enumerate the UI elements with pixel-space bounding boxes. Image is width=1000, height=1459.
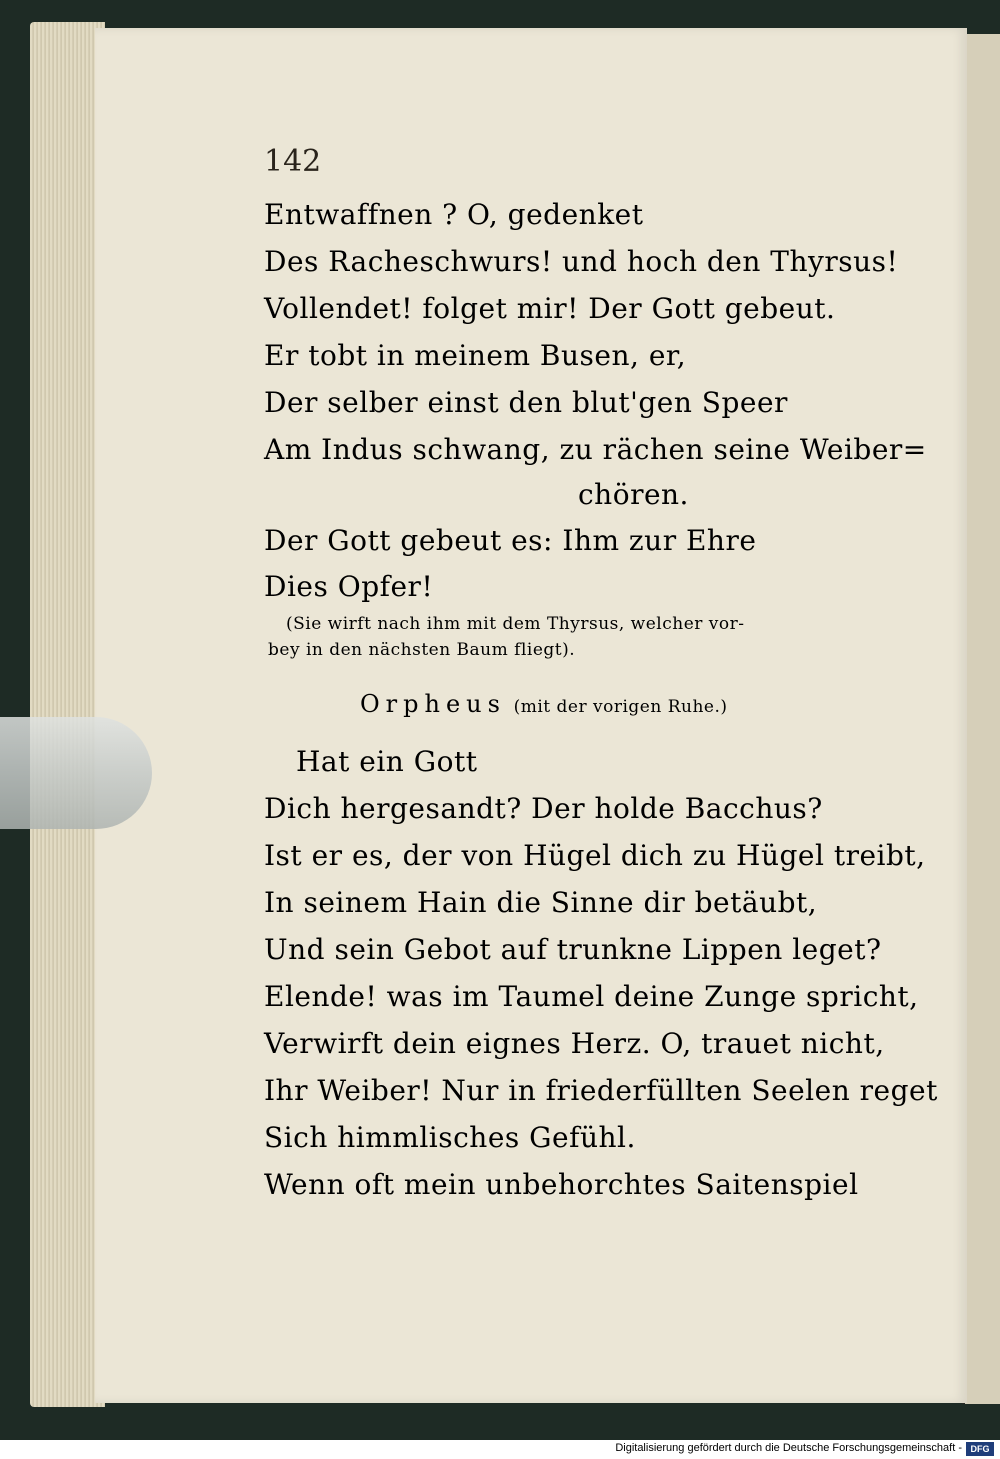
speech-line: Hat ein Gott: [296, 745, 478, 778]
page-edges: [30, 22, 105, 1407]
footer-credit: Digitalisierung gefördert durch die Deutsche Forschungsgemeinschaft -: [615, 1442, 962, 1454]
speaker-name: Orpheus: [360, 690, 506, 718]
speech-line: Und sein Gebot auf trunkne Lippen leget?: [264, 933, 882, 966]
verse-line: Der selber einst den blut'gen Speer: [264, 386, 788, 419]
verse-line: Vollendet! folget mir! Der Gott gebeut.: [264, 292, 836, 325]
stage-direction: bey in den nächsten Baum fliegt).: [268, 640, 576, 660]
footer-bar: [0, 1440, 1000, 1459]
page-clip: [0, 717, 152, 829]
verse-line: Dies Opfer!: [264, 570, 434, 603]
dfg-logo: DFG: [966, 1442, 994, 1456]
speech-line: Verwirft dein eignes Herz. O, trauet nicht,: [264, 1027, 885, 1060]
speech-line: Wenn oft mein unbehorchtes Saitenspiel: [264, 1168, 859, 1201]
verse-line: Er tobt in meinem Busen, er,: [264, 339, 687, 372]
speech-line: Ist er es, der von Hügel dich zu Hügel treibt,: [264, 839, 926, 872]
speech-line: Ihr Weiber! Nur in friederfüllten Seelen reget: [264, 1074, 938, 1107]
page-number: 142: [264, 144, 322, 179]
speech-line: Elende! was im Taumel deine Zunge spricht,: [264, 980, 919, 1013]
speaker-direction: (mit der vorigen Ruhe.): [513, 697, 728, 717]
speech-line: Sich himmlisches Gefühl.: [264, 1121, 636, 1154]
verse-line: Des Racheschwurs! und hoch den Thyrsus!: [264, 245, 899, 278]
verse-line: Der Gott gebeut es: Ihm zur Ehre: [264, 524, 757, 557]
stage-direction: (Sie wirft nach ihm mit dem Thyrsus, welcher vor-: [286, 614, 745, 634]
speech-line: In seinem Hain die Sinne dir betäubt,: [264, 886, 818, 919]
speech-line: Dich hergesandt? Der holde Bacchus?: [264, 792, 823, 825]
speaker-heading: [360, 690, 727, 718]
verse-line: Entwaffnen ? O, gedenket: [264, 198, 644, 231]
next-page-edge: [962, 34, 1000, 1404]
verse-line: Am Indus schwang, zu rächen seine Weiber=: [264, 433, 927, 466]
verse-line: chören.: [578, 478, 689, 511]
